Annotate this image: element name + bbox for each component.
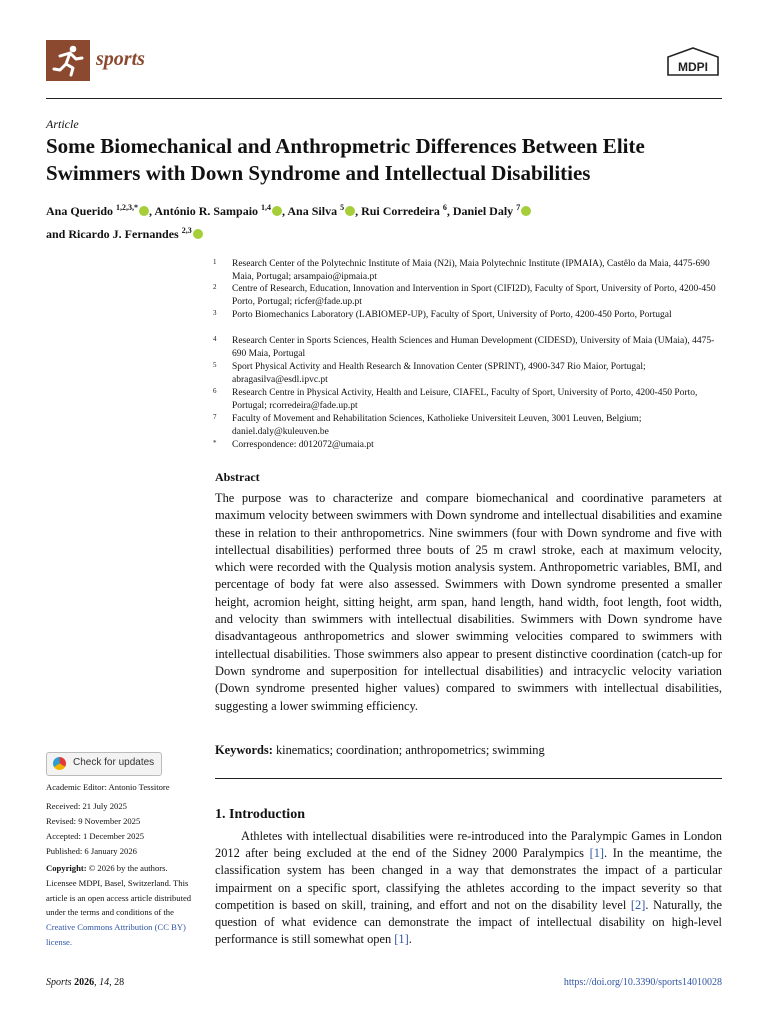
author-list: Ana Querido $^{1,2,3,*}$ , António R. Sampaio $^{1,4}$ , Ana Silva $^5$ , Rui Corredeira $^6$, Daniel Daly $^7$ and Ricardo J. Fernandes $^{2,3}$	[46, 198, 736, 244]
published-date: Published: 6 January 2026	[46, 846, 137, 856]
affiliation-number: 2	[213, 283, 217, 291]
affiliation-text: Research Center in Sports Sciences, Health Sciences and Human Development (CIDESD), University of Maia (UMaia), 4475-690 Maia, Portugal	[232, 336, 715, 359]
author-name: Ana Silva	[287, 204, 338, 218]
footer-journal: Sports	[46, 977, 72, 988]
intro-text: . In the meantime, the classification system has been changed in a way that demonstrates the impact of a particular impairment on a specific sport, classifying the athletes according to the impact severity so that competition is based on skill, training, and effort and not on the disability level	[215, 846, 722, 912]
copyright-text: © 2026 by the authors. Licensee MDPI, Basel, Switzerland. This article is an open access article distributed under the terms and conditions of the	[46, 863, 192, 918]
footer-year: 2026	[74, 977, 95, 988]
citation-link[interactable]: [2]	[630, 897, 646, 912]
article-title: Some Biomechanical and Anthropmetric Differences Between Elite Swimmers with Down Syndrome and Intellectual Disabilities	[46, 134, 645, 185]
journal-logo	[46, 40, 90, 81]
doi-link[interactable]: https://doi.org/10.3390/sports14010028	[563, 977, 722, 988]
footer-volume: 14	[99, 977, 110, 988]
keywords	[215, 743, 722, 758]
journal-name: sports	[96, 48, 145, 70]
section-heading: 1. Introduction	[215, 807, 305, 822]
academic-editor: Academic Editor: Antonio Tessitore	[46, 782, 170, 792]
check-for-updates-label: Check for updates	[73, 757, 155, 768]
orcid-icon[interactable]	[345, 206, 355, 216]
author-affil: 6	[442, 203, 447, 212]
author-affil: 1,4	[261, 203, 272, 212]
intro-text: Athletes with intellectual disabilities were re-introduced into the Paralympic Games in London 2012 after being excluded at the end of the Sidney 2000 Paralympics	[215, 829, 722, 861]
citation-link[interactable]: [1]	[394, 932, 409, 947]
affiliation-text: Centre of Research, Education, Innovation and Intervention in Sport (CIFI2D), Faculty of Sport, University of Porto, 4200-450 Porto, Portugal; ricfer@fade.up.pt	[232, 284, 716, 307]
affiliation-number: 5	[213, 361, 217, 369]
abstract-heading: Abstract	[215, 470, 260, 484]
affiliation-number: 1	[213, 258, 217, 266]
footer-article: 28	[114, 977, 125, 988]
affiliation-number: *	[213, 439, 217, 447]
authors-and: and	[46, 227, 66, 241]
citation-link[interactable]: [1]	[589, 846, 605, 861]
copyright-label: Copyright:	[46, 863, 87, 873]
affiliation-text: Porto Biomechanics Laboratory (LABIOMEP-UP), Faculty of Sport, University of Porto, 4200-450 Porto, Portugal	[232, 310, 672, 320]
affiliation-text: Research Center of the Polytechnic Institute of Maia (N2i), Maia Polytechnic Institute (IPMAIA), Castêlo da Maia, 4475-690 Maia, Portugal; arsampaio@ipmaia.pt	[232, 259, 710, 282]
update-check-icon	[53, 757, 66, 770]
author-affil: 2,3	[181, 226, 192, 235]
received-date: Received: 21 July 2025	[46, 801, 127, 811]
author-name: António R. Sampaio	[154, 204, 259, 218]
header-rule	[46, 98, 722, 99]
runner-icon	[46, 40, 90, 81]
affiliation-number: 4	[213, 335, 217, 343]
orcid-icon[interactable]	[521, 206, 531, 216]
abstract-text: The purpose was to characterize and compare biomechanical and coordinative parameters at maximum velocity between swimmers with Down syndrome and intellectual disabilities and examine these in relation to their anthropometrics. Nine swimmers (four with Down syndrome and five with intellectual disabilities) performed three bouts of 25 m crawl stroke, each at maximum velocity, which were recorded with the Qualysis motion analysis system. Anthropometric variables, BMI, and percentage of body fat were also assessed. Swimmers with Down syndrome presented a smaller height, acromion height, sitting height, arm span, hand length, hand width, foot length, foot width, and velocity than swimmers with intellectual disabilities. Swimmers with Down syndrome have disadvantageous anthropometrics and slower swimming velocities compared to swimmers with intellectual disabilities. Those swimmers also appear to present distinctive coordination (catch-up for Down syndrome and superposition for intellectual disabilities) and intracyclic velocity variation (Down syndrome presented higher values) compared to swimmers with intellectual disabilities, suggesting a lower swimming efficiency.	[215, 491, 722, 713]
orcid-icon[interactable]	[272, 206, 282, 216]
mdpi-logo	[664, 46, 722, 80]
affiliation-text: Faculty of Movement and Rehabilitation Sciences, Katholieke Universiteit Leuven, 3001 Leuven, Belgium; daniel.daly@kuleuven.be	[232, 414, 642, 437]
author-name: Ana Querido	[46, 204, 114, 218]
intro-text: .	[408, 932, 412, 947]
accepted-date: Accepted: 1 December 2025	[46, 831, 145, 841]
author-name: Rui Corredeira	[361, 204, 440, 218]
check-for-updates-button[interactable]	[46, 752, 162, 776]
license-link[interactable]: Creative Commons Attribution (CC BY) license.	[46, 922, 186, 947]
orcid-icon[interactable]	[139, 206, 149, 216]
affiliation-number: 6	[213, 387, 217, 395]
introduction-paragraph	[215, 828, 722, 948]
author-affil: 1,2,3,*	[116, 203, 139, 212]
intro-text: . Naturally, the question of what evidence can demonstrate the impact of intellectual disability on high-level performance is still somewhat open	[215, 897, 723, 947]
affiliation-text: Sport Physical Activity and Health Research & Innovation Center (SPRINT), 4900-347 Rio Maior, Portugal; abragasilva@esdl.ipvc.pt	[232, 362, 646, 385]
affiliation-number: 3	[213, 309, 217, 317]
author-affil: 5	[340, 203, 345, 212]
affiliation-number: 7	[213, 413, 217, 421]
author-affil: 7	[516, 203, 521, 212]
copyright-notice	[46, 861, 192, 950]
orcid-icon[interactable]	[193, 229, 203, 239]
author-name: Daniel Daly	[452, 204, 514, 218]
keywords-label: Keywords:	[215, 743, 273, 757]
affiliation-text: Correspondence: d012072@umaia.pt	[232, 440, 374, 450]
svg-text:MDPI: MDPI	[678, 60, 708, 74]
footer-citation: Sports 2026, 14, 28	[46, 977, 125, 988]
article-type: Article	[46, 117, 79, 131]
author-name: Ricardo J. Fernandes	[68, 227, 179, 241]
revised-date: Revised: 9 November 2025	[46, 816, 141, 826]
affiliation-text: Research Centre in Physical Activity, Health and Leisure, CIAFEL, Faculty of Sport, University of Porto, 4200-450 Porto, Portugal; rcorredeira@fade.up.pt	[232, 388, 698, 411]
section-rule	[215, 778, 722, 779]
keywords-text: kinematics; coordination; anthropometrics; swimming	[275, 743, 545, 757]
